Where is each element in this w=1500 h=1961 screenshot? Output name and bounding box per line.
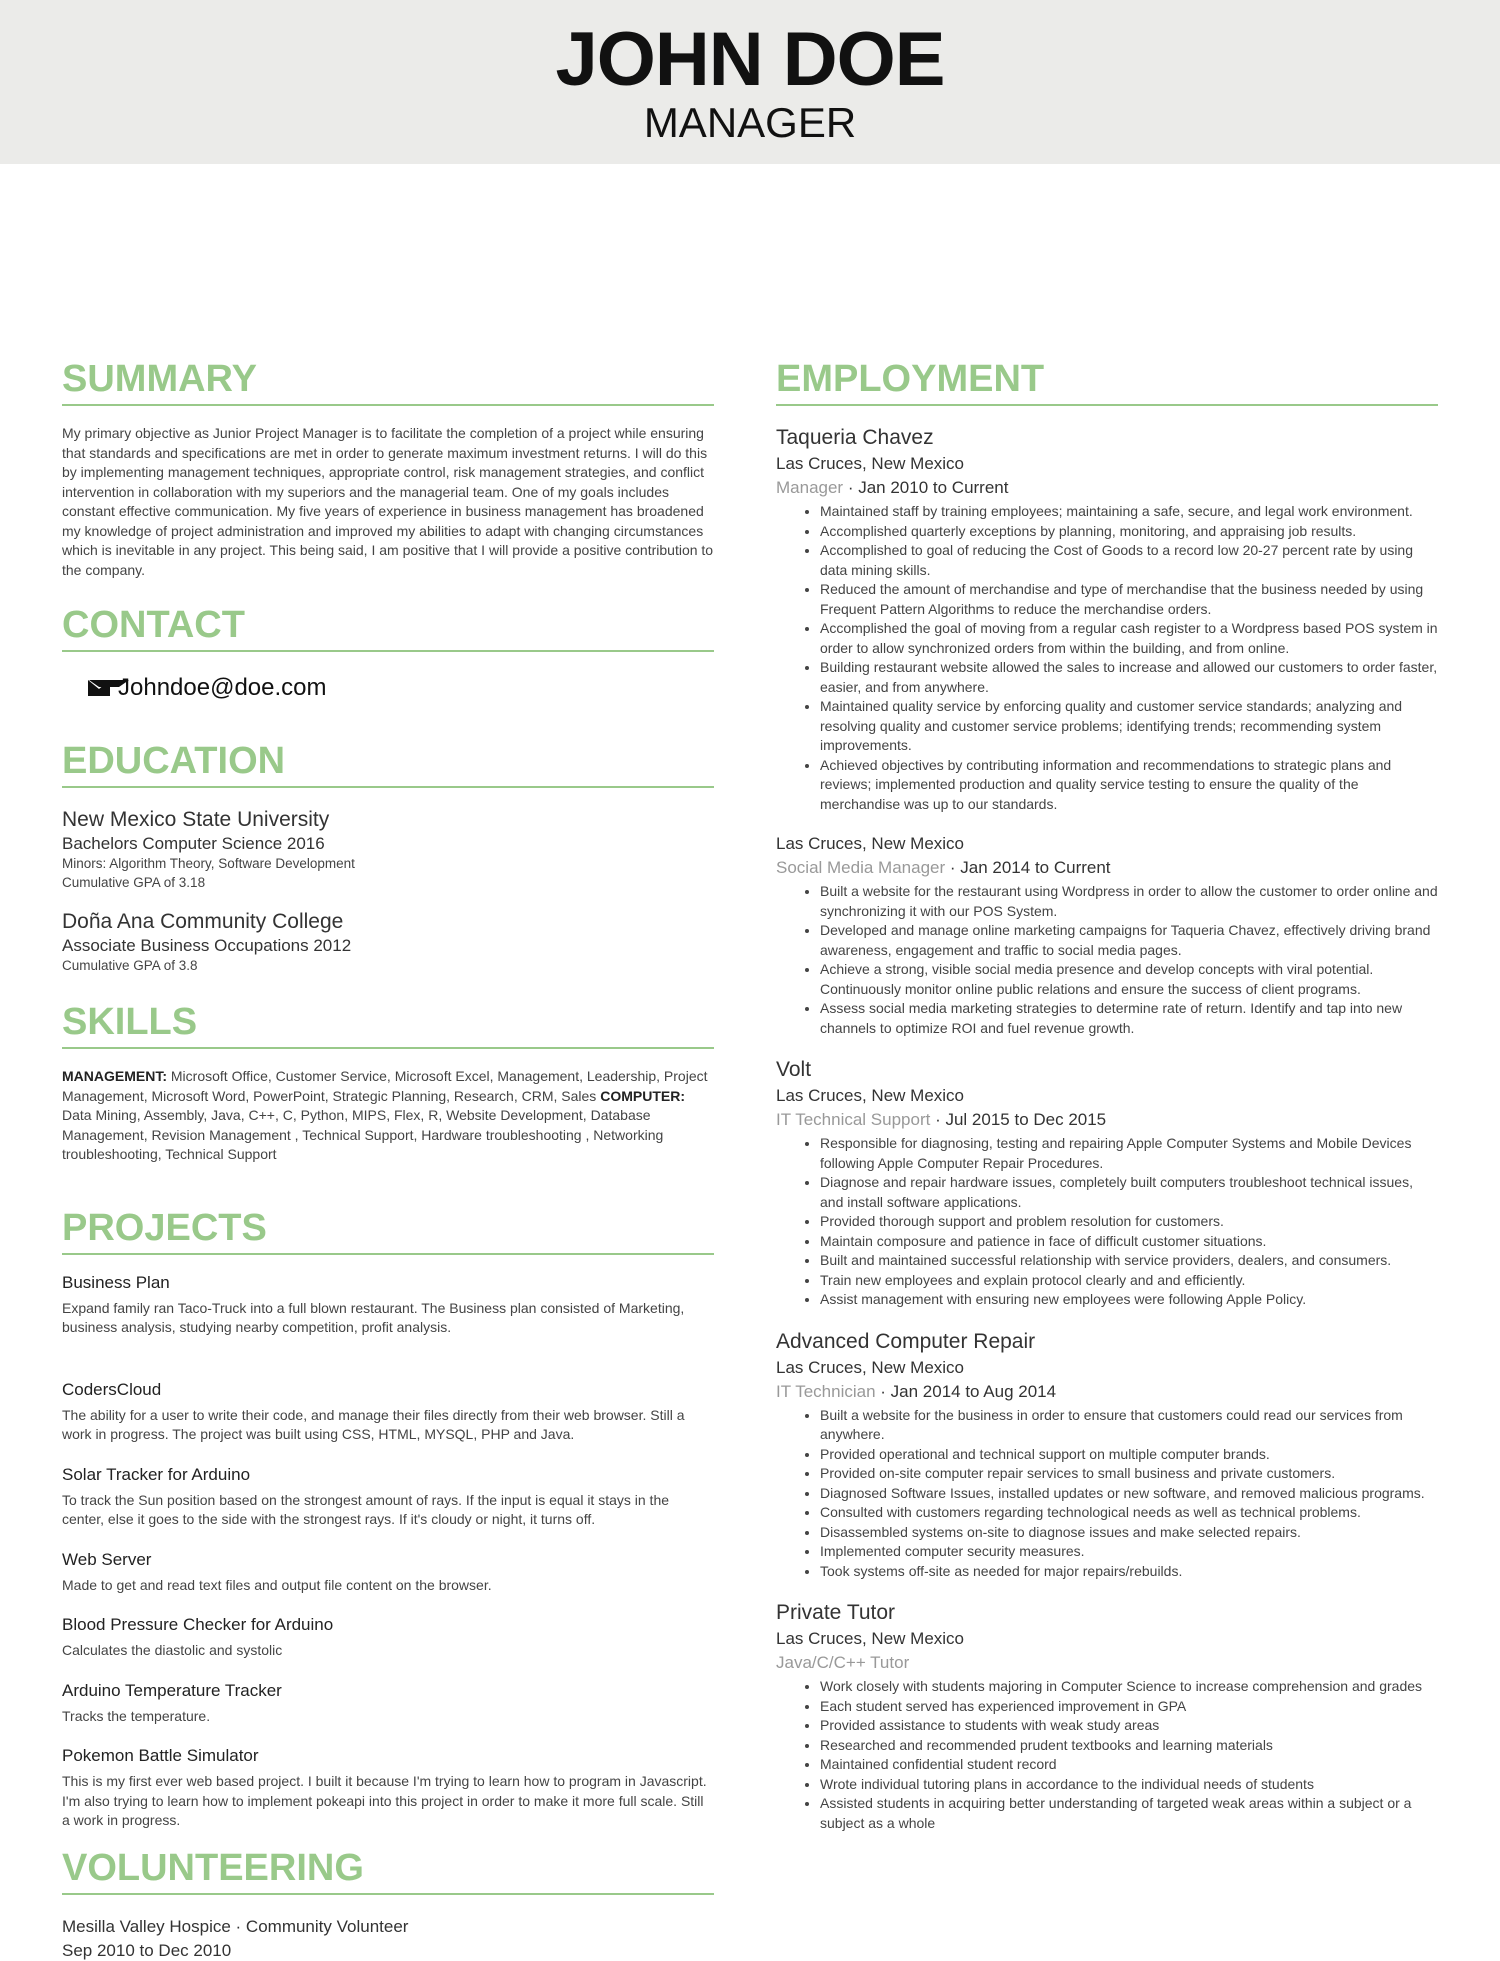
job-bullet: • Built a website for the restaurant using Wordpress in order to allow the customer to order online and synchronizing it with our POS System.: [820, 882, 1438, 921]
job-role: Social Media Manager: [776, 858, 946, 877]
right-column: [776, 360, 1438, 1833]
job-entry: [776, 1601, 1438, 1833]
job-bullet: • Provided on-site computer repair services to small business and private customers.: [820, 1464, 1438, 1484]
contact-section: [62, 606, 714, 702]
job-bullets: [776, 1134, 1438, 1310]
job-bullet: • Maintained quality service by enforcing quality and customer service standards; analyzing and resolving quality and customer service problems; identifying trends; recommending system improvements.: [820, 697, 1438, 756]
school-name: Doña Ana Community College: [62, 910, 344, 933]
project-name: Web Server: [62, 1549, 152, 1569]
job-bullets: [776, 1677, 1438, 1833]
job-role-line: [776, 1653, 1438, 1673]
skills-heading: SKILLS: [62, 1003, 714, 1049]
job-bullet: • Consulted with customers regarding technological needs as well as technical problems.: [820, 1503, 1438, 1523]
job-bullet: • Implemented computer security measures.: [820, 1542, 1438, 1562]
volunteer-dates: Sep 2010 to Dec 2010: [62, 1940, 232, 1960]
project-description: The ability for a user to write their code, and manage their files directly from their web browser. Still a work in progress. The project was built using CSS, HTML, MYSQL, PHP and Java.: [62, 1406, 685, 1442]
job-location: Las Cruces, New Mexico: [776, 454, 965, 473]
job-dates: Jan 2014 to Current: [960, 858, 1111, 877]
school-detail: Cumulative GPA of 3.8: [62, 958, 198, 973]
skills-section: [62, 1003, 714, 1165]
job-bullet: • Provided thorough support and problem resolution for customers.: [820, 1212, 1438, 1232]
job-bullet: • Responsible for diagnosing, testing and repairing Apple Computer Systems and Mobile Devices following Apple Computer Repair Procedures.: [820, 1134, 1438, 1173]
education-heading: EDUCATION: [62, 742, 714, 788]
job-bullet: • Diagnosed Software Issues, installed updates or new software, and removed malicious programs.: [820, 1484, 1438, 1504]
job-bullet: • Accomplished quarterly exceptions by planning, monitoring, and appraising job results.: [820, 522, 1438, 542]
job-bullet: • Developed and manage online marketing campaigns for Taqueria Chavez, effectively driving brand awareness, engagement and traffic to social media pages.: [820, 921, 1438, 960]
contact-email[interactable]: Johndoe@doe.com: [118, 674, 327, 701]
job-entry: [776, 426, 1438, 814]
project-name: CodersCloud: [62, 1379, 162, 1399]
job-bullet: • Achieve a strong, visible social media presence and develop concepts with viral potential. Continuously monitor online public relations and ensure the success of client programs.: [820, 960, 1438, 999]
skill-group-label: COMPUTER:: [600, 1087, 685, 1104]
job-location: Las Cruces, New Mexico: [776, 1086, 965, 1105]
job-role: IT Technical Support: [776, 1110, 931, 1129]
candidate-title: MANAGER: [643, 99, 857, 146]
project-name: Pokemon Battle Simulator: [62, 1746, 259, 1765]
job-bullet: • Maintained confidential student record: [820, 1755, 1438, 1775]
job-role: Java/C/C++ Tutor: [776, 1653, 910, 1672]
job-bullet: • Provided operational and technical support on multiple computer brands.: [820, 1445, 1438, 1465]
job-company: Private Tutor: [776, 1601, 896, 1624]
project-entry: [62, 1746, 714, 1831]
education-section: [62, 742, 714, 975]
project-name: Solar Tracker for Arduino: [62, 1464, 251, 1484]
job-bullets: [776, 1406, 1438, 1582]
job-bullet: • Disassembled systems on-site to diagnose issues and make selected repairs.: [820, 1523, 1438, 1543]
volunteer-role: Community Volunteer: [245, 1916, 409, 1936]
job-entry: [776, 1058, 1438, 1310]
skill-group-items: Data Mining, Assembly, Java, C++, C, Python, MIPS, Flex, R, Website Development, Database Management, Revision Management , Technical Support, Hardware troubleshooting , Networking troubleshooting, Technical Support: [62, 1107, 664, 1162]
job-company: Taqueria Chavez: [776, 426, 934, 449]
volunteer-org-line: Mesilla Valley Hospice · Community Volunteer: [62, 1916, 409, 1936]
job-bullet: • Assisted students in acquiring better understanding of targeted weak areas within a subject or a subject as a whole: [820, 1794, 1438, 1833]
employment-heading: EMPLOYMENT: [776, 360, 1438, 406]
contact-email-row: [88, 674, 714, 702]
job-role-line: IT Technical Support · Jul 2015 to Dec 2015: [776, 1110, 1107, 1129]
project-name: Blood Pressure Checker for Arduino: [62, 1615, 334, 1634]
project-entry: [62, 1465, 714, 1530]
job-bullet: • Built a website for the business in order to ensure that customers could read our services from anywhere.: [820, 1406, 1438, 1445]
job-bullet: • Building restaurant website allowed the sales to increase and allowed our customers to order faster, easier, and from anywhere.: [820, 658, 1438, 697]
job-bullet: • Assess social media marketing strategies to determine rate of return. Identify and tap into new channels to optimize ROI and fuel revenue growth.: [820, 999, 1438, 1038]
job-role-line: IT Technician · Jan 2014 to Aug 2014: [776, 1381, 1057, 1401]
left-column: [62, 360, 714, 1961]
school-detail: Cumulative GPA of 3.18: [62, 875, 206, 890]
school-detail: Minors: Algorithm Theory, Software Development: [62, 856, 355, 871]
job-bullet: • Took systems off-site as needed for major repairs/rebuilds.: [820, 1562, 1438, 1582]
education-list: [62, 808, 714, 975]
job-entry: [776, 1330, 1438, 1582]
project-description: To track the Sun position based on the strongest amount of rays. If the input is equal it stays in the center, else it goes to the side with the strongest rays. If it's cloudy or night, it turns off.: [62, 1491, 670, 1527]
job-location: Las Cruces, New Mexico: [776, 1357, 965, 1377]
projects-heading: PROJECTS: [62, 1209, 714, 1255]
resume-header: [0, 0, 1500, 164]
job-entry: [776, 834, 1438, 1038]
job-bullets: [776, 502, 1438, 814]
skill-group-items: Microsoft Office, Customer Service, Microsoft Excel, Management, Leadership, Project Management, Microsoft Word, PowerPoint, Strategic Planning, Research, CRM, Sales: [62, 1068, 708, 1104]
education-entry: [62, 808, 714, 892]
project-entry: [62, 1273, 714, 1338]
job-bullet: • Achieved objectives by contributing information and recommendations to strategic plans and reviews; implemented production and quality service testing to ensure the quality of the merchandise was up to our standards.: [820, 756, 1438, 815]
job-company: Volt: [776, 1058, 812, 1081]
project-entry: [62, 1615, 714, 1661]
education-entry: [62, 910, 714, 975]
job-bullet: • Assist management with ensuring new employees were following Apple Policy.: [820, 1290, 1438, 1310]
job-role-line: Social Media Manager · Jan 2014 to Current: [776, 858, 1111, 877]
job-bullet: • Reduced the amount of merchandise and type of merchandise that the business needed by using Frequent Pattern Algorithms to reduce the merchandise orders.: [820, 580, 1438, 619]
candidate-name: JOHN DOE: [555, 17, 945, 102]
job-bullet: • Maintain composure and patience in face of difficult customer situations.: [820, 1232, 1438, 1252]
job-bullet: • Diagnose and repair hardware issues, completely built computers troubleshoot technical issues, and install software applications.: [820, 1173, 1438, 1212]
employment-list: [776, 426, 1438, 1833]
job-bullet: • Wrote individual tutoring plans in accordance to the individual needs of students: [820, 1775, 1438, 1795]
skill-group-label: MANAGEMENT:: [62, 1068, 167, 1084]
job-dates: Jan 2010 to Current: [858, 478, 1009, 497]
skills-list: [62, 1067, 714, 1165]
job-bullet: • Provided assistance to students with weak study areas: [820, 1716, 1438, 1736]
job-role-line: Manager · Jan 2010 to Current: [776, 478, 1009, 497]
job-bullet: • Train new employees and explain protocol clearly and and efficiently.: [820, 1271, 1438, 1291]
envelope-icon: [88, 680, 110, 696]
contact-heading: CONTACT: [62, 606, 714, 652]
projects-list: [62, 1273, 714, 1831]
project-entry: [62, 1681, 714, 1727]
volunteering-heading: VOLUNTEERING: [62, 1849, 714, 1895]
job-bullet: • Maintained staff by training employees; maintaining a safe, secure, and legal work environment.: [820, 502, 1438, 522]
job-bullet: • Accomplished the goal of moving from a regular cash register to a Wordpress based POS system in order to allow synchronized orders from within the building, and from online.: [820, 619, 1438, 658]
employment-section: [776, 360, 1438, 1833]
job-bullet: • Researched and recommended prudent textbooks and learning materials: [820, 1736, 1438, 1756]
job-bullet: • Built and maintained successful relationship with service providers, dealers, and consumers.: [820, 1251, 1438, 1271]
volunteer-org: Mesilla Valley Hospice: [62, 1916, 231, 1936]
job-role: Manager: [776, 478, 844, 497]
summary-text: My primary objective as Junior Project Manager is to facilitate the completion of a project while ensuring that standards and specifications are met in order to generate maximum investment returns. I will do this by implementing management techniques, appropriate control, risk management strategies, and conflict intervention in collaboration with my superiors and the managerial team. One of my goals includes constant effective communication. My five years of experience in business management has broadened my knowledge of project administration and improved my abilities to adapt with changing circumstances which is inevitable in any project. This being said, I am positive that I will provide a positive contribution to the company.: [62, 425, 714, 578]
job-location: Las Cruces, New Mexico: [776, 834, 965, 853]
job-location: Las Cruces, New Mexico: [776, 1629, 965, 1648]
project-description: Expand family ran Taco-Truck into a full blown restaurant. The Business plan consisted of Marketing, business analysis, studying nearby competition, profit analysis.: [62, 1299, 685, 1335]
school-degree: Bachelors Computer Science 2016: [62, 834, 325, 853]
project-description: This is my first ever web based project. I built it because I'm trying to learn how to program in Javascript. I'm also trying to learn how to implement pokeapi into this project in order to make it more full scale. Still a work in progress.: [62, 1773, 707, 1828]
summary-section: [62, 360, 714, 580]
project-description: Made to get and read text files and output file content on the browser.: [62, 1576, 492, 1593]
school-degree: Associate Business Occupations 2012: [62, 936, 352, 955]
project-name: Arduino Temperature Tracker: [62, 1680, 282, 1700]
project-description: Tracks the temperature.: [62, 1707, 211, 1724]
projects-section: [62, 1206, 714, 1831]
job-bullets: [776, 882, 1438, 1038]
job-bullet: • Accomplished to goal of reducing the Cost of Goods to a record low 20-27 percent rate by using data mining skills.: [820, 541, 1438, 580]
volunteering-section: [62, 1846, 714, 1961]
project-description: Calculates the diastolic and systolic: [62, 1642, 283, 1658]
school-name: New Mexico State University: [62, 808, 330, 831]
job-bullet: • Each student served has experienced improvement in GPA: [820, 1697, 1438, 1717]
job-company: Advanced Computer Repair: [776, 1329, 1036, 1353]
job-role: IT Technician: [776, 1381, 876, 1401]
summary-heading: SUMMARY: [62, 360, 714, 406]
project-entry: [62, 1550, 714, 1596]
job-dates: Jul 2015 to Dec 2015: [945, 1110, 1107, 1129]
project-name: Business Plan: [62, 1272, 170, 1292]
job-bullet: • Work closely with students majoring in Computer Science to increase comprehension and grades: [820, 1677, 1438, 1697]
project-entry: [62, 1380, 714, 1445]
job-dates: Jan 2014 to Aug 2014: [890, 1381, 1057, 1401]
